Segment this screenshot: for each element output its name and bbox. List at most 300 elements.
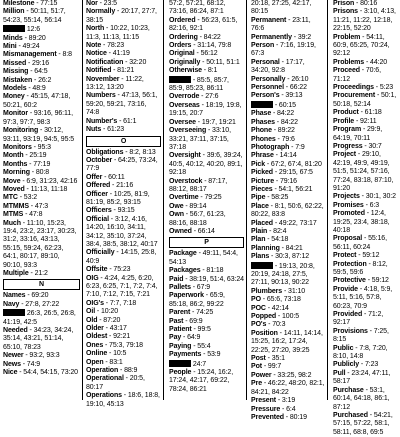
index-term: Needed (3, 327, 28, 335)
index-entry (251, 313, 325, 321)
index-entry (86, 8, 161, 25)
page-line-references: - 64:5 (28, 68, 48, 76)
page-line-references: - 75:3, 79:18 (103, 341, 143, 349)
index-term: Original (169, 50, 195, 58)
index-term: Oldest (86, 333, 108, 341)
index-entry (333, 193, 397, 201)
index-term: Ones (86, 341, 104, 349)
page-line-references: - 3:12, 4:16, 14:20, 16:10, 34:11, 34:12, 35:10, 37:24, 38:4, 38:5, 38:12, 40:17 (86, 215, 158, 248)
index-term: Phases (251, 118, 275, 126)
index-term: Picked (251, 169, 273, 177)
index-entry (86, 207, 161, 215)
index-entry (251, 76, 325, 84)
index-term: Protective (333, 277, 366, 285)
index-entry (86, 342, 161, 350)
index-term: Monitoring (3, 127, 39, 135)
index-entry (169, 211, 244, 228)
index-entry (333, 0, 397, 8)
page-line-references: - 7:9 (289, 143, 305, 151)
index-entry (333, 202, 397, 210)
index-entry (251, 194, 325, 202)
index-term: Plain (251, 227, 268, 235)
index-entry (333, 370, 397, 387)
page-line-references: - 48:9 (26, 85, 46, 93)
index-term: MTMS (3, 211, 24, 219)
index-entry (169, 76, 244, 94)
index-term: Personnel (251, 84, 284, 92)
index-term: Open (86, 358, 104, 366)
page-line-references: - 54:1, 56:21 (272, 185, 313, 193)
index-entry (86, 67, 161, 75)
index-entry (333, 235, 397, 252)
page-line-references: - 47:13, 56:1, 59:20, 59:21, 73:16, 74:8 (86, 92, 158, 117)
index-entry (333, 67, 397, 84)
index-term: PO's (251, 321, 267, 329)
index-term: MTMMS (3, 202, 29, 210)
page-line-references: - 89:14 (183, 202, 207, 210)
page-line-references: - 30:7 (362, 142, 382, 150)
index-entry (333, 412, 397, 437)
page-line-references: - 7:16, 19:19, 67:3 (251, 42, 316, 58)
index-entry (3, 369, 80, 377)
index-term: Permanently (251, 33, 292, 41)
page-line-references: - 8:1 (201, 67, 218, 75)
index-entry (333, 277, 397, 285)
index-term: Procurement (333, 92, 376, 100)
index-entry (86, 317, 161, 325)
index-term: Pick (251, 160, 265, 168)
index-term: OIG (86, 274, 99, 282)
index-term: Purchase (333, 386, 364, 394)
index-term: Otherwise (169, 67, 202, 75)
page-line-references: - 53:2 (17, 194, 38, 202)
index-term: Official (86, 215, 109, 223)
index-entry (251, 288, 325, 296)
index-entry (3, 25, 80, 34)
page-line-references: - 56:7, 61:23, 88:16, 88:18 (169, 211, 226, 227)
letter-section-header: P (169, 237, 244, 248)
index-term: Nuts (86, 126, 102, 134)
index-term: Protect (333, 252, 357, 260)
index-entry (333, 252, 397, 260)
page-line-references: 12:6 (25, 26, 41, 34)
page-line-references: - 71:2, 92:17 (333, 311, 384, 327)
index-entry (3, 35, 80, 43)
page-line-references: - 10:22, 10:23, 11:3, 11:13, 11:15 (86, 25, 150, 41)
index-entry (3, 220, 80, 270)
redaction-bar (251, 262, 273, 269)
page-line-references: - 92:11 (354, 117, 377, 125)
page-line-references: - 14:11, 14:14, 15:25, 16:2, 17:24, 22:25, 27:20, 39:25 (251, 329, 323, 354)
index-entry (3, 161, 80, 169)
index-term: Projects (333, 193, 360, 201)
index-term: October (86, 156, 113, 164)
index-entry (3, 186, 80, 194)
page-line-references: - 14:14 (273, 152, 297, 160)
index-entry (169, 318, 244, 326)
page-line-references: 24:7 (191, 360, 207, 368)
page-line-references: - 81:21 (111, 67, 135, 75)
index-term: Personally (251, 75, 286, 83)
page-line-references: - 54:21, 57:15, 57:22, 58:1, 58:11, 68:8, 69:5 (333, 411, 393, 436)
index-entry (86, 76, 161, 93)
page-line-references: - 8:12, 59:5, 59:6 (333, 260, 388, 276)
index-entry (86, 375, 161, 392)
index-entry (3, 127, 80, 144)
page-line-references: - 84:22 (271, 110, 295, 118)
letter-section-header: O (86, 136, 161, 147)
index-entry (169, 93, 244, 101)
index-entry (251, 161, 325, 169)
index-term: Offered (86, 182, 111, 190)
index-term: Provide (333, 285, 358, 293)
index-entry (251, 169, 325, 177)
index-term: Problems (333, 58, 365, 66)
page-line-references: - 31:14, 79:8 (191, 42, 232, 50)
page-line-references: - 29:15, 67:5 (272, 169, 313, 177)
index-term: Paying (169, 342, 192, 350)
index-term: Phone (251, 127, 272, 135)
index-entry (333, 151, 397, 193)
index-term: Nor (86, 0, 98, 7)
page-line-references: - 39:6, 39:24, 40:5, 40:12, 40:20, 89:1, 92:18 (169, 152, 243, 177)
page-line-references: - 70:6, 71:12 (333, 67, 381, 83)
index-entry (3, 169, 80, 177)
index-entry (251, 127, 325, 135)
page-line-references: - 15:24, 16:2, 17:24, 42:17, 69:22, 78:24, 86:21 (169, 369, 234, 393)
page-line-references: - 74:25 (190, 309, 214, 317)
page-line-references: - 10:20 (95, 308, 118, 316)
page-line-references: - 7:7, 7:18 (103, 299, 137, 307)
index-entry (333, 261, 397, 278)
index-entry (86, 0, 161, 8)
index-term: Power (251, 371, 272, 379)
page-line-references: - 4:24, 4:25, 6:20, 6:23, 6:25, 7:1, 7:2, 7:4, 7:10, 7:12, 7:15, 7:21 (86, 274, 158, 299)
index-term: Pallets (169, 284, 191, 291)
page-line-references: - 23:24, 47:11, 58:17 (333, 369, 391, 386)
index-entry (3, 93, 80, 110)
index-entry (86, 308, 161, 316)
page-line-references: - 49:24 (16, 43, 40, 51)
page-line-references: - 43:17 (103, 325, 127, 333)
page-line-references: - 80:8 (29, 169, 50, 177)
page-line-references: - 20:5, 80:17 (86, 375, 145, 391)
index-entry (333, 126, 397, 143)
index-term: Orders (169, 42, 192, 50)
index-entry (169, 360, 244, 369)
index-term: Progress (333, 142, 363, 150)
index-term: Note (86, 42, 102, 50)
index-term: Offsite (86, 266, 108, 274)
index-entry (333, 109, 397, 117)
index-entry (251, 110, 325, 118)
index-entry (169, 267, 244, 275)
index-term: Plan (251, 236, 266, 244)
index-entry (86, 59, 161, 67)
page-line-references: - 67:2, 67:4, 81:20 (265, 160, 322, 168)
redaction-bar (3, 309, 25, 316)
index-term: Million (3, 8, 25, 16)
page-line-references: - 64:25, 73:24, 77:9 (86, 156, 158, 173)
page-line-references: - 60:11 (102, 173, 125, 181)
index-entry (251, 253, 325, 261)
index-term: People (169, 369, 192, 377)
index-entry (86, 42, 161, 50)
index-term: Overseas (169, 101, 200, 109)
index-entry (3, 152, 80, 160)
page-line-references: - 21:16 (110, 182, 134, 190)
page-line-references: - 53:1, 60:14, 64:18, 86:1, 87:12 (333, 386, 390, 411)
page-line-references: - 7:8, 7:20, 8:10, 14:8 (333, 344, 388, 361)
index-entry (3, 327, 80, 352)
index-term: Proceed (333, 67, 360, 75)
index-entry (251, 136, 325, 144)
index-entry (3, 292, 80, 300)
index-entry (169, 194, 244, 202)
page-line-references: - 70:3 (266, 321, 286, 329)
index-entry (333, 361, 397, 369)
index-entry (3, 361, 80, 369)
redaction-bar (3, 25, 25, 32)
page-line-references: - 84:22 (197, 33, 221, 41)
page-line-references: - 56:23, 61:5, 82:16, 92:1 (169, 16, 238, 33)
index-term: Numbers (86, 92, 116, 100)
redaction-bar (169, 76, 191, 83)
index-entry (251, 144, 325, 152)
index-term: Mini (3, 43, 17, 51)
page-line-references: - 55:16, 56:11, 60:24 (333, 235, 387, 251)
index-term: Packages (169, 267, 201, 275)
page-line-references: - 32:20 (123, 58, 147, 66)
index-term: Own (169, 211, 184, 219)
index-term: Position (251, 329, 278, 337)
page-line-references: - 81:18 (200, 267, 224, 275)
index-term: Months (3, 160, 28, 168)
index-entry (86, 50, 161, 58)
index-entry (169, 127, 244, 152)
index-entry (251, 228, 325, 236)
page-line-references: - 93:16, 96:11, 97:3, 97:7, 98:3 (3, 110, 73, 126)
page-line-references: - 87:20 (97, 316, 121, 324)
index-entry (333, 311, 397, 328)
page-line-references: - 19:7, 19:21 (195, 118, 236, 126)
page-line-references: - 84:21 (279, 244, 303, 252)
redaction-bar (169, 360, 191, 367)
index-column-3 (169, 0, 244, 400)
page-line-references: - 66:14 (191, 227, 215, 235)
index-term: Missed (3, 59, 27, 67)
index-term: Purchased (333, 411, 368, 419)
page-line-references: 20:18, 27:25, 42:17, 80:15 (251, 0, 312, 16)
index-term: PO (251, 296, 261, 304)
index-term: Nice (3, 369, 18, 377)
page-line-references: - 6:9, 31:23, 42:16 (20, 177, 78, 185)
index-entry (169, 50, 244, 58)
index-term: Oversee (169, 118, 196, 126)
index-term: Past (169, 317, 184, 325)
index-entry (86, 191, 161, 208)
index-column-5 (333, 0, 397, 436)
page-line-references: - 6:3 (363, 201, 380, 209)
index-entry (333, 8, 397, 33)
page-line-references: - 85:5, 85:7, 85:9, 85:23, 86:11 (169, 76, 229, 93)
index-entry (3, 77, 80, 85)
index-term: Pressure (251, 405, 281, 413)
index-term: Program (333, 126, 362, 134)
index-term: Online (86, 350, 108, 358)
page-line-references: - 50:11, 51:7, 54:23, 55:14, 56:14 (3, 8, 66, 24)
page-line-references: - 29:10, 42:19, 49:9, 49:19, 51:5, 51:24, 57:16, 77:24, 83:18, 87:10, 91:20 (333, 151, 394, 192)
page-line-references: - 41:19 (106, 50, 130, 58)
index-entry (86, 25, 161, 42)
index-entry (333, 328, 397, 345)
index-entry (3, 51, 80, 59)
page-line-references: - 25:19 (23, 152, 47, 160)
page-line-references: - 47:3 (28, 202, 49, 210)
page-line-references: - 99:5 (191, 326, 211, 334)
index-term: Proposal (333, 235, 363, 243)
page-line-references: - 33:10, 33:21, 37:11, 37:15, 37:18 (169, 127, 231, 151)
letter-section-header: N (3, 279, 80, 290)
page-line-references: - 38:19, 51:4, 63:24 (183, 275, 244, 283)
page-line-references: - 10:25, 81:9, 81:19, 85:2, 93:15 (86, 190, 150, 206)
index-term: POC (251, 304, 266, 312)
index-term: Pieces (251, 185, 273, 193)
index-term: Notified (86, 67, 112, 75)
redaction-bar (251, 101, 273, 108)
index-term: Mistaken (3, 76, 33, 84)
index-term: Prison (333, 0, 355, 7)
page-line-references: - 49:22, 73:17 (272, 219, 317, 227)
index-term: Obligations (86, 148, 124, 156)
page-line-references: - 11:13, 11:18 (24, 185, 68, 193)
index-entry (86, 367, 161, 375)
page-line-references: 26:3, 26:5, 26:8, 41:19, 42:5 (3, 310, 76, 326)
index-entry (333, 34, 397, 59)
index-entry (169, 369, 244, 394)
index-term: Multiple (3, 270, 29, 277)
page-line-references: - 67:9 (190, 284, 211, 291)
index-term: Notification (86, 58, 124, 66)
index-term: Post (251, 355, 266, 363)
index-term: Promoted (333, 210, 365, 218)
index-term: Money (3, 93, 25, 101)
index-term: Moved (3, 185, 25, 193)
page-line-references: - 65:6, 73:18 (260, 296, 301, 304)
index-term: Profile (333, 117, 355, 125)
index-entry (3, 60, 80, 68)
page-line-references: - 12:4, 19:25, 23:4, 38:18, 40:18 (333, 210, 390, 234)
page-line-references: 57:2, 57:21, 68:12, 73:16, 86:24, 87:1 (169, 0, 226, 16)
index-term: Person (251, 42, 275, 50)
page-line-references: - 42:14 (265, 304, 289, 312)
index-term: Monitors (3, 143, 32, 151)
page-line-references: - 82:4 (267, 227, 287, 235)
page-line-references: - 79:16 (274, 177, 297, 185)
index-term: Oversight (169, 152, 201, 160)
page-line-references: - 23:5 (97, 0, 117, 7)
index-term: Plans (251, 253, 270, 261)
index-entry (169, 42, 244, 50)
page-line-references: - 26:2 (32, 76, 52, 84)
index-entry (86, 149, 161, 157)
page-line-references: - 5:23 (373, 84, 394, 92)
page-line-references: - 89:20 (22, 34, 46, 42)
page-line-references: - 30:1, 30:2 (359, 193, 396, 201)
index-entry (251, 406, 325, 414)
index-term: Month (3, 152, 24, 160)
index-term: Pipe (251, 194, 266, 202)
page-line-references: - 30:3, 87:12 (269, 253, 310, 261)
page-line-references: - 61:1 (117, 117, 137, 125)
index-term: Overrode (169, 93, 200, 101)
index-term: Notice (86, 50, 107, 58)
index-term: North (86, 25, 105, 33)
page-line-references: - 27:6 (199, 93, 219, 101)
index-term: Prevented (251, 413, 284, 421)
index-entry (3, 178, 80, 186)
page-line-references: - 75:23 (107, 266, 131, 274)
index-term: Operations (86, 392, 122, 400)
page-line-references: - 79:25 (198, 194, 222, 202)
page-line-references: - 34:23, 34:24, 35:14, 43:21, 51:14, 65:10, 78:23 (3, 327, 74, 351)
index-entry (251, 380, 325, 397)
index-entry (169, 309, 244, 317)
index-entry (3, 270, 80, 278)
index-entry (251, 101, 325, 110)
index-column-4 (251, 0, 325, 421)
page-line-references: - 18:6, 18:8, 19:10, 45:13 (86, 392, 160, 408)
index-term: Morning (3, 169, 30, 177)
index-entry (251, 119, 325, 127)
page-line-references: - 64:9 (181, 334, 201, 342)
index-term: MTC (3, 194, 18, 202)
index-entry (86, 216, 161, 250)
index-term: Originally (169, 58, 201, 66)
page-line-references: - 30:12, 93:11, 93:19, 94:5, 95:5 (3, 127, 75, 143)
index-entry (333, 92, 397, 109)
index-term: Prisons (333, 8, 358, 16)
index-term: Overseeing (169, 127, 207, 135)
page-line-references: - 3:10, 4:13, 11:21, 11:22, 12:18, 22:15, 52:20 (333, 8, 396, 33)
page-line-references: - 99:7 (261, 363, 282, 371)
index-entry (86, 174, 161, 182)
page-line-references: - 6:4 (280, 405, 296, 413)
index-term: Parent (169, 309, 191, 317)
index-entry (169, 67, 244, 75)
page-line-references: - 19:13, 20:8, 20:19, 24:18, 27:5, 27:11, 90:13, 90:22 (251, 262, 315, 287)
index-term: Normally (86, 8, 116, 16)
page-line-references: - 45:15, 47:18, 50:21, 60:2 (3, 93, 71, 109)
page-line-references: - 54:18 (265, 236, 289, 244)
index-entry (3, 0, 80, 8)
page-line-references: - 7:23 (359, 361, 379, 369)
index-term: Mismanagement (3, 51, 57, 59)
index-entry (169, 276, 244, 284)
index-term: Provisions (333, 327, 368, 335)
page-line-references: - 8:8 (56, 51, 72, 59)
index-entry (3, 110, 80, 127)
index-entry (251, 245, 325, 253)
page-line-references: - 35:1 (265, 355, 285, 363)
index-entry (86, 392, 161, 409)
page-line-references: - 79:6 (275, 135, 295, 143)
page-line-references: - 61:18 (358, 109, 382, 117)
index-term: Picture (251, 177, 275, 185)
index-entry (3, 309, 80, 327)
index-term: Operational (86, 375, 124, 383)
index-entry (86, 275, 161, 300)
